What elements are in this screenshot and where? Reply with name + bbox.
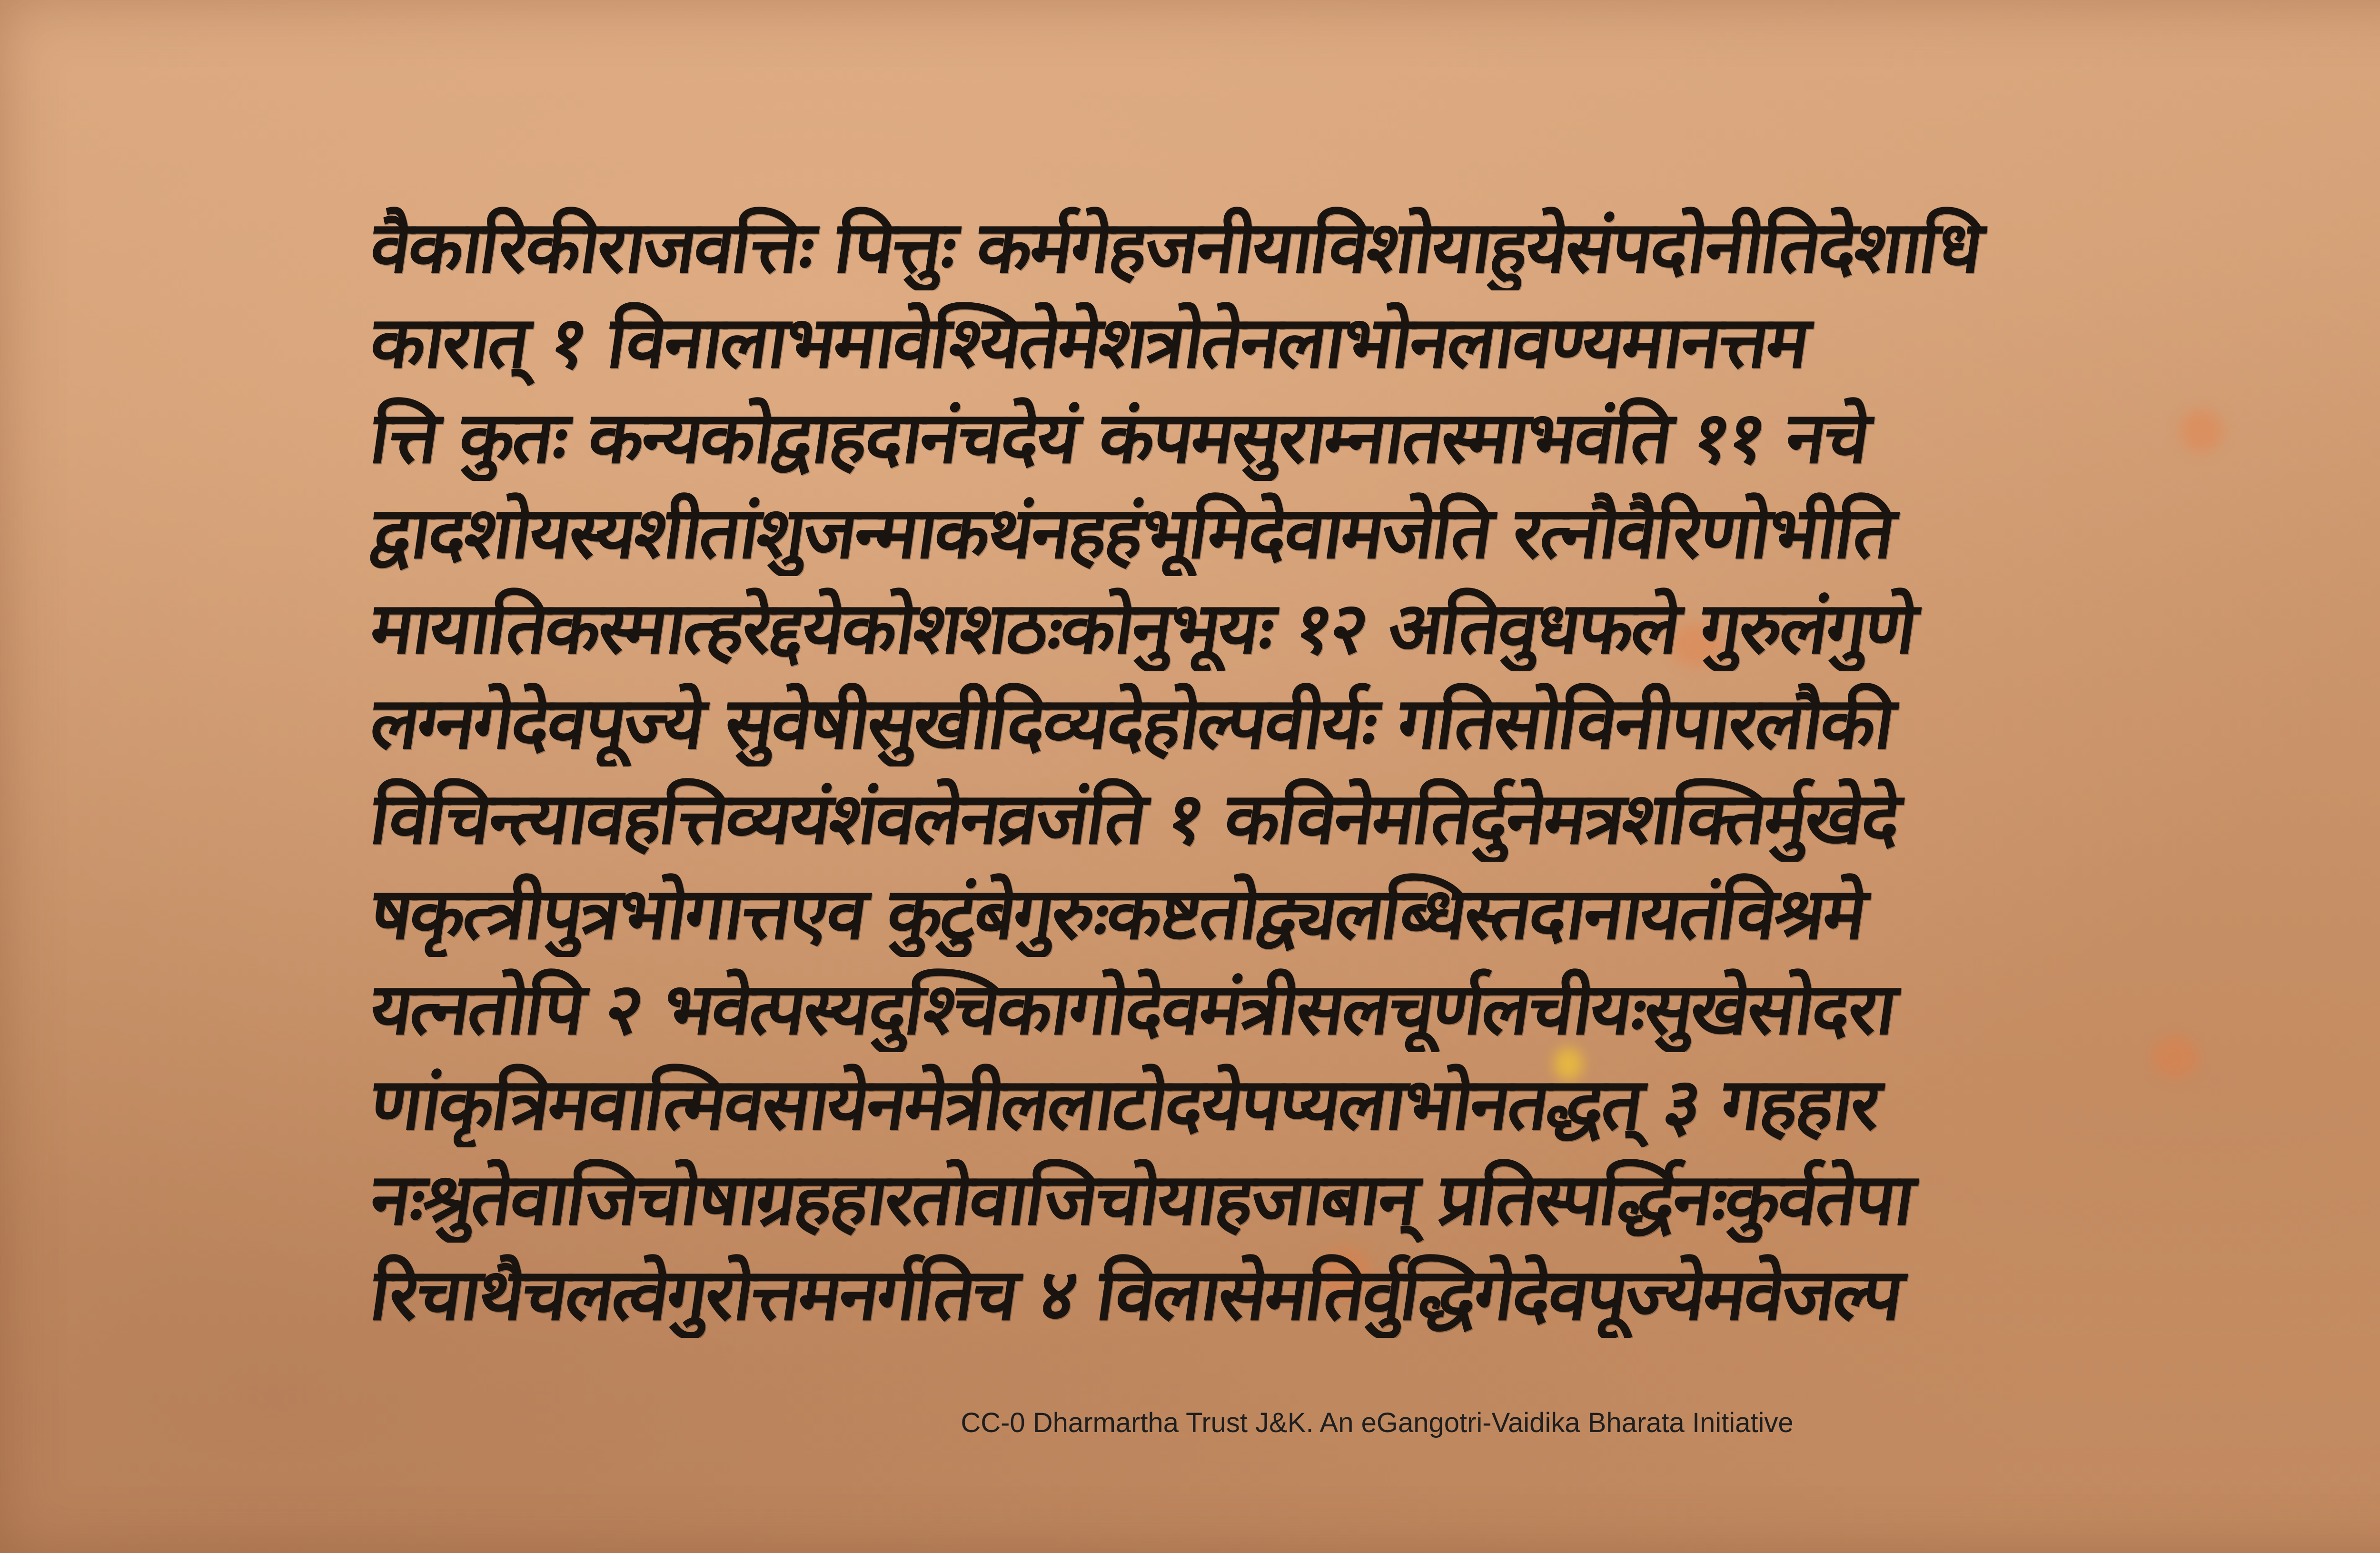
manuscript-line: वैकारिकीराजवत्तिः पित्तुः कर्मगेहजनीयाविशोयाहुयेसंपदोनीतिदेशाधि [365, 206, 1987, 289]
manuscript-line: षकृत्त्रीपुत्रभोगात्तएव कुटुंबेगुरुःकष्टतोद्व्यलब्धिस्तदानायतंविश्रमे [365, 873, 1871, 956]
manuscript-line: यत्नतोपि २ भवेत्पस्यदुश्चिकागोदेवमंत्रीसलचूर्णलचीयःसुखेसोदरा [365, 968, 1901, 1051]
manuscript-line: नःश्रुतेवाजिचोषाग्रहहारतोवाजिचोयाहजाबान् प्रतिस्पर्द्धिनःकुर्वतेपा [365, 1158, 1918, 1241]
manuscript-line: द्वादशोयस्यशीतांशुजन्माकथंनहहंभूमिदेवामजेति रत्नौवैरिणोभीति [365, 492, 1899, 575]
manuscript-line: मायातिकस्मात्हरेद्दयेकोशशठःकोनुभूयः १२ अतिवुधफले गुरुलंगुणे [365, 587, 1921, 670]
manuscript-line: कारात् १ विनालाभमावेश्यितेमेशत्रोतेनलाभोनलावण्यमानत्तम [365, 301, 1814, 384]
manuscript-line: णांकृत्रिमवात्मिवसायेनमेत्रीललाटोदयेपप्यलाभोनतद्धत् ३ गहहार [365, 1063, 1884, 1146]
manuscript-line: त्ति कुतः कन्यकोद्वाहदानंचदेयं कंपमसुराम्नातस्माभवंति ११ नचे [365, 397, 1874, 479]
manuscript-line: विचिन्त्यावहत्तिव्ययंशंवलेनव्रजंति १ कविनेमतिर्दुनेमत्रशक्तिर्मुखेदे [365, 777, 1904, 860]
manuscript-line: रिचाथैचलत्वेगुरोत्तमनर्गतिच ४ विलासेमतिर्वुद्धिगेदेवपूज्येमवेजल्प [365, 1254, 1907, 1336]
digitization-credit: CC-0 Dharmartha Trust J&K. An eGangotri-Vaidika Bharata Initiative [961, 1407, 1794, 1438]
manuscript-text-block [365, 205, 2380, 1338]
manuscript-line: लग्नगेदेवपूज्ये सुवेषीसुखीदिव्यदेहोल्पवीर्यः गतिसोविनीपारलौकी [365, 682, 1899, 765]
